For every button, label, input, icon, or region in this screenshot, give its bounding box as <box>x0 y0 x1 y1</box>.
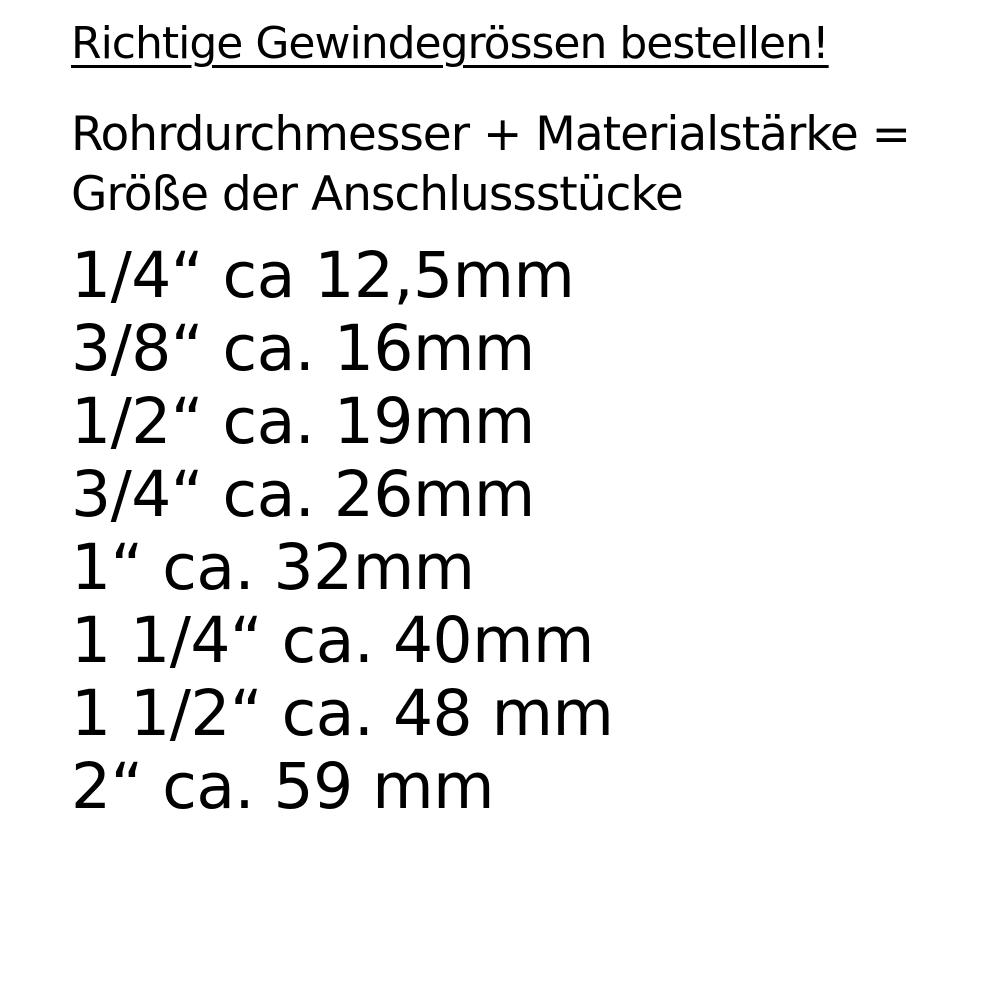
size-row-3-8-inch: 3/8“ ca. 16mm <box>71 312 535 385</box>
subtitle <box>71 105 970 225</box>
subtitle-line-2: Größe der Anschlussstücke <box>71 167 683 222</box>
size-row-1-4-inch: 1/4“ ca 12,5mm <box>71 239 575 312</box>
size-row-1-2-inch: 1/2“ ca. 19mm <box>71 385 535 458</box>
size-row-3-4-inch: 3/4“ ca. 26mm <box>71 458 535 531</box>
page-title: Richtige Gewindegrössen bestellen! <box>71 18 829 69</box>
size-row-2-inch: 2“ ca. 59 mm <box>71 750 494 823</box>
size-row-1-1-4-inch: 1 1/4“ ca. 40mm <box>71 604 594 677</box>
size-row-1-inch: 1“ ca. 32mm <box>71 531 475 604</box>
size-row-1-1-2-inch: 1 1/2“ ca. 48 mm <box>71 677 614 750</box>
subtitle-line-1: Rohrdurchmesser + Materialstärke = <box>71 107 911 162</box>
thread-size-list <box>71 239 970 823</box>
